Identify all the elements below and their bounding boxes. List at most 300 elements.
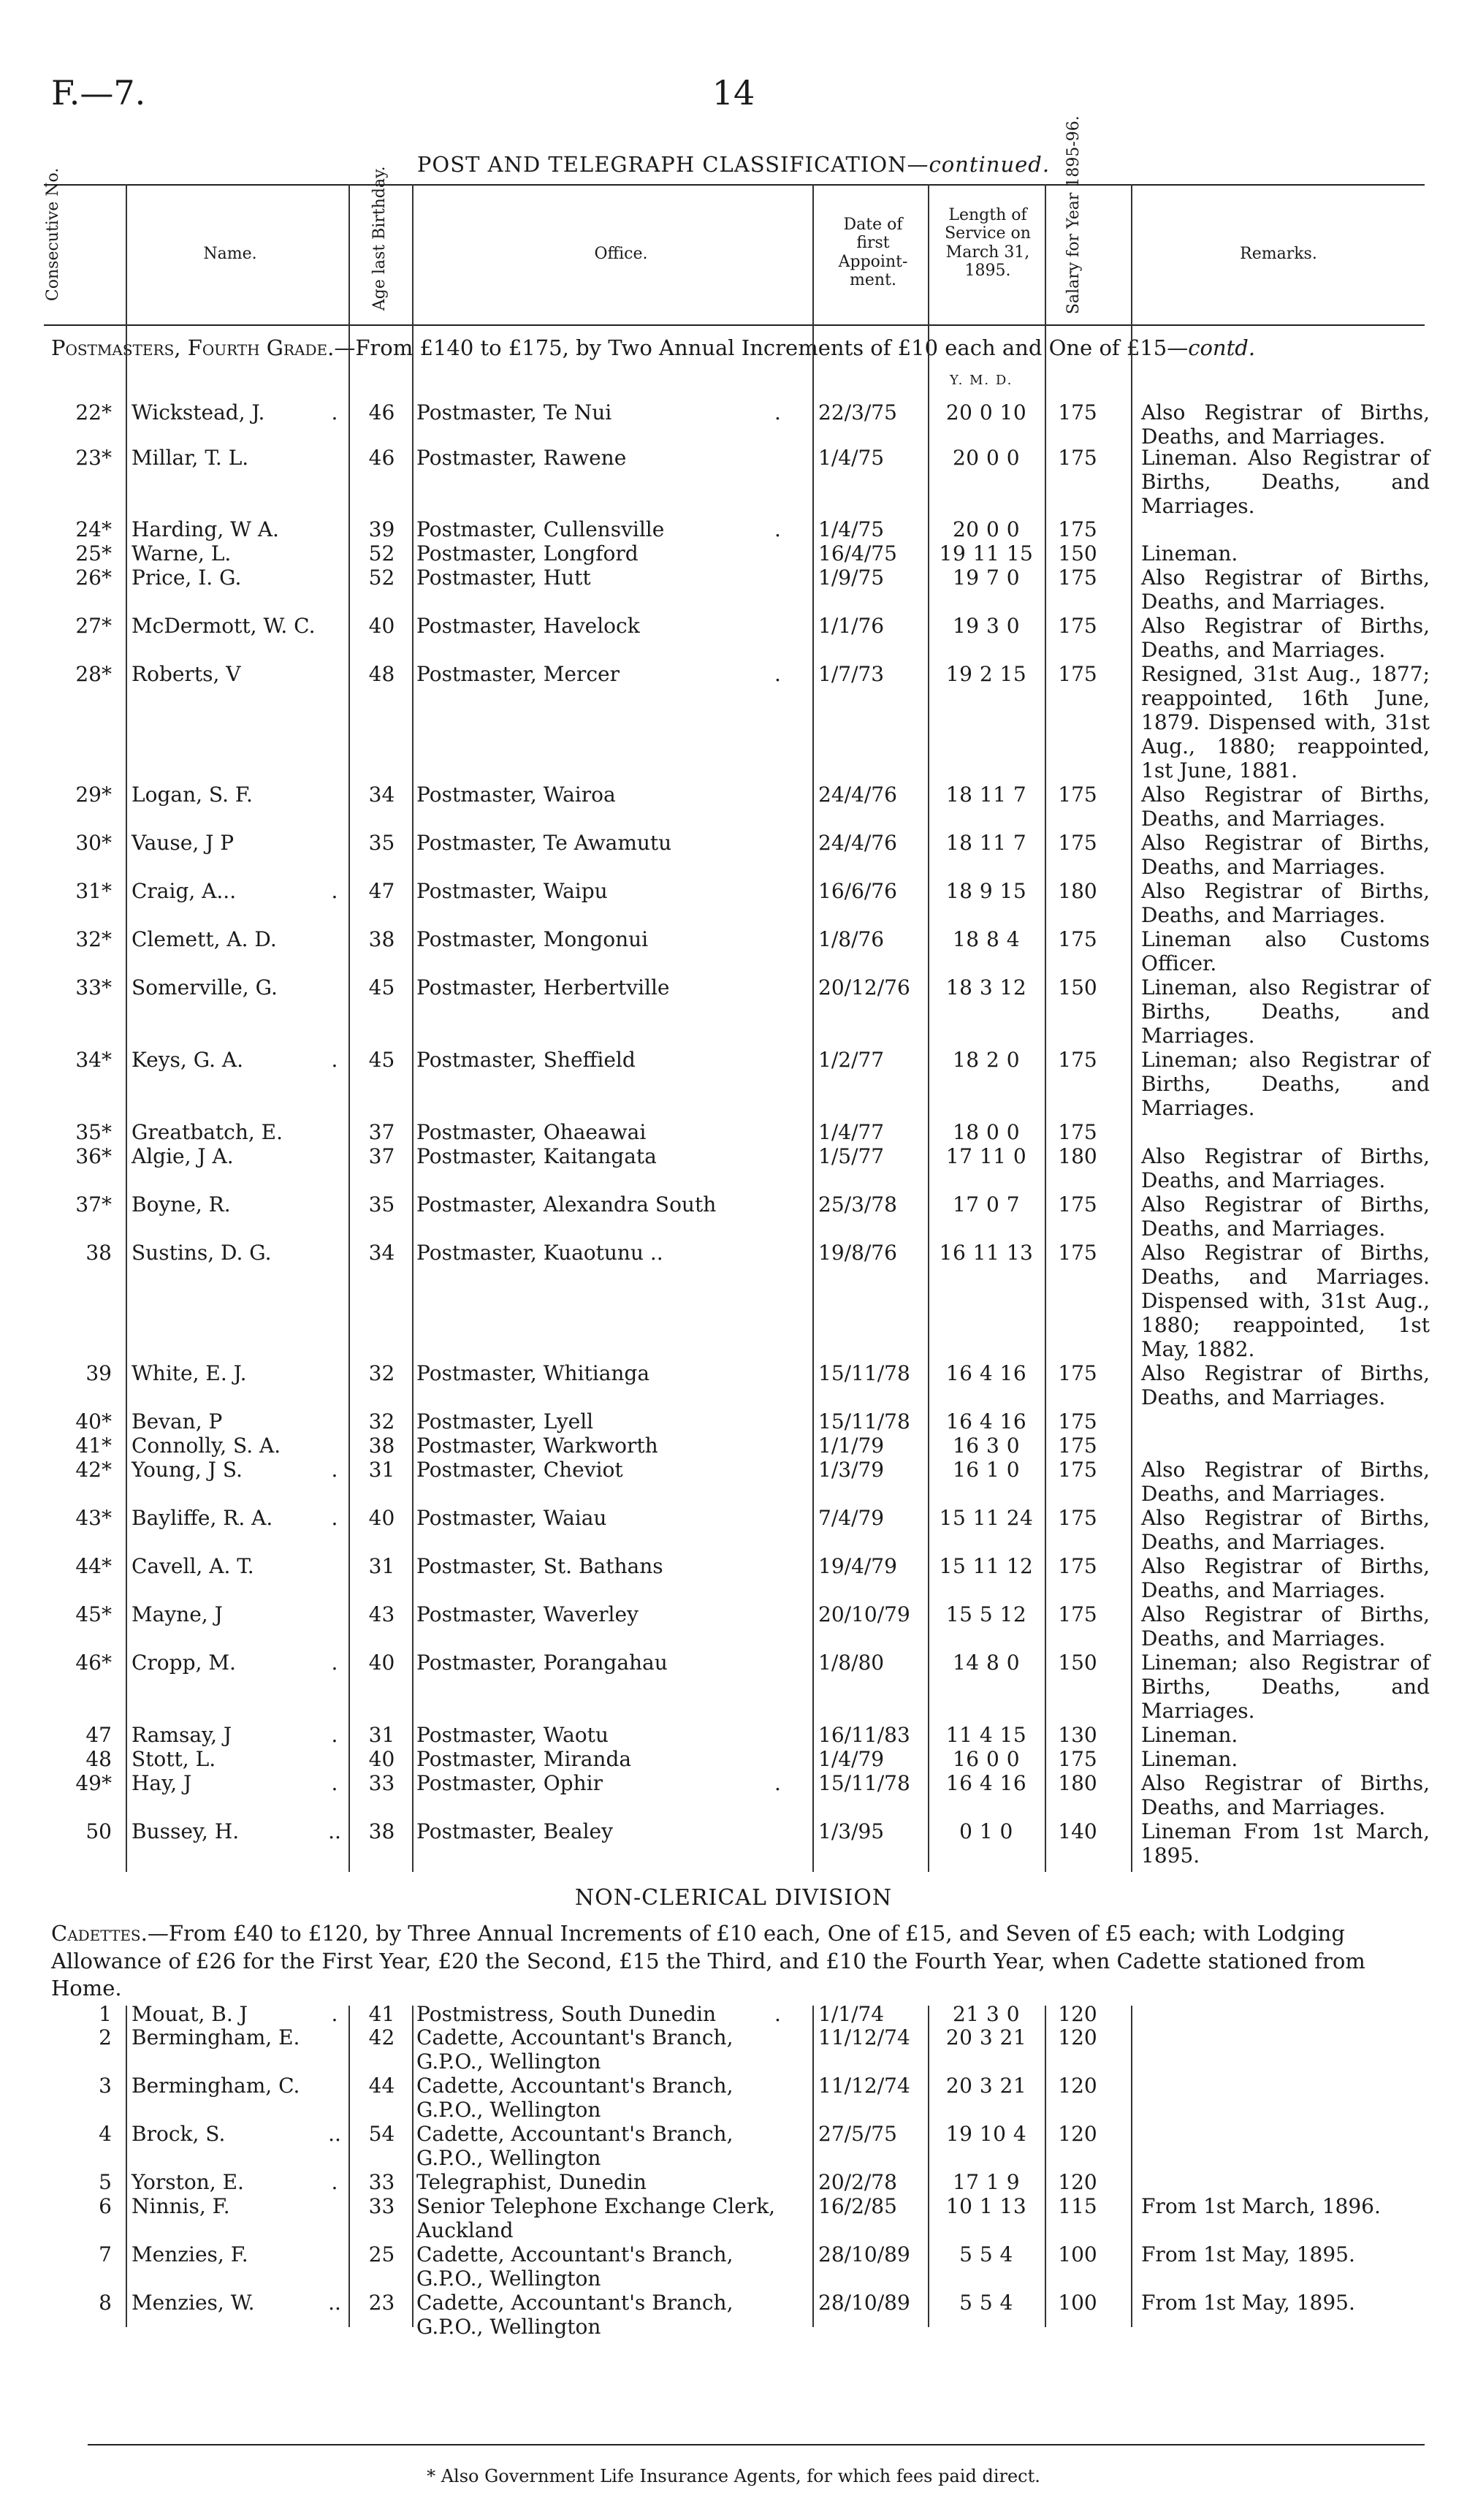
row-remarks: Also Registrar of Births, Deaths, and Marriages.: [1141, 1771, 1430, 1819]
row-length: 14 8 0: [952, 1651, 1021, 1675]
row-office: Postmaster, Havelock: [416, 614, 640, 638]
col-name-header: Name.: [203, 245, 257, 263]
row-number: 35*: [75, 1120, 112, 1144]
row-name: Menzies, W.: [132, 2291, 255, 2315]
row-office: Postmaster, Te Awamutu: [416, 831, 672, 855]
row-office: Postmaster, Waipu: [416, 879, 608, 903]
row-name: Ninnis, F.: [132, 2194, 230, 2218]
row-office: Postmaster, Hutt: [416, 566, 591, 590]
row-remarks: Also Registrar of Births, Deaths, and Marriages.: [1141, 783, 1430, 831]
row-office: Telegraphist, Dunedin: [416, 2170, 647, 2194]
row-office: Postmistress, South Dunedin: [416, 2002, 717, 2026]
row-name: Yorston, E.: [132, 2170, 244, 2194]
row-remarks: Lineman, also Registrar of Births, Deaths, and Marriages.: [1141, 975, 1430, 1048]
row-length: 16 3 0: [952, 1434, 1021, 1458]
row-salary: 150: [1058, 541, 1097, 566]
row-office: Postmaster, Mercer: [416, 662, 620, 686]
row-office: Postmaster, Mongonui: [416, 927, 649, 951]
row-salary: 175: [1058, 1409, 1097, 1434]
row-age: 38: [368, 1434, 395, 1458]
row-remarks: Lineman. Also Registrar of Births, Deaths, and Marriages.: [1141, 446, 1430, 518]
col-salary-header: Salary for Year 1895-96.: [1064, 115, 1083, 315]
row-date: 24/4/76: [818, 783, 897, 807]
row-length: 15 5 12: [945, 1602, 1027, 1626]
row-remarks: Also Registrar of Births, Deaths, and Marriages.: [1141, 614, 1430, 662]
row-name: Bevan, P: [132, 1409, 223, 1434]
row-age: 31: [368, 1458, 395, 1482]
row-date: 1/8/80: [818, 1651, 885, 1675]
row-age: 23: [368, 2291, 395, 2315]
row-age: 44: [368, 2074, 395, 2098]
row-date: 20/12/76: [818, 975, 910, 1000]
col-date-header: Date of first Appoint-ment.: [838, 216, 908, 289]
row-number: 44*: [75, 1554, 112, 1578]
row-length: 20 3 21: [945, 2074, 1027, 2098]
row-age: 52: [368, 541, 395, 566]
row-age: 38: [368, 927, 395, 951]
col-rule: [412, 184, 414, 1872]
row-number: 31*: [75, 879, 112, 903]
row-length: 19 2 15: [945, 662, 1027, 686]
row-remarks: Also Registrar of Births, Deaths, and Marriages.: [1141, 1554, 1430, 1602]
row-date: 1/8/76: [818, 927, 885, 951]
row-number: 2: [99, 2025, 112, 2049]
row-office: Postmaster, Wairoa: [416, 783, 616, 807]
col-rule: [348, 184, 350, 1872]
row-salary: 175: [1058, 831, 1097, 855]
row-age: 48: [368, 662, 395, 686]
row-date: 19/8/76: [818, 1241, 897, 1265]
row-age: 45: [368, 1048, 395, 1072]
row-length: 19 11 15: [939, 541, 1034, 566]
row-leader: ..: [328, 1819, 341, 1843]
row-age: 25: [368, 2242, 395, 2266]
row-number: 40*: [75, 1409, 112, 1434]
row-name: Vause, J P: [132, 831, 235, 855]
row-name: Stott, L.: [132, 1747, 216, 1771]
row-name: Craig, A...: [132, 879, 237, 903]
row-date: 1/9/75: [818, 566, 885, 590]
row-number: 1: [99, 2002, 112, 2026]
row-number: 45*: [75, 1602, 112, 1626]
row-salary: 120: [1058, 2122, 1097, 2146]
row-date: 16/4/75: [818, 541, 897, 566]
row-number: 37*: [75, 1192, 112, 1217]
row-name: Bussey, H.: [132, 1819, 240, 1843]
row-remarks: From 1st May, 1895.: [1141, 2242, 1355, 2266]
footnote: * Also Government Life Insurance Agents, for which fees paid direct.: [427, 2466, 1040, 2486]
row-number: 48: [85, 1747, 112, 1771]
row-salary: 175: [1058, 1120, 1097, 1144]
row-leader: .: [331, 400, 338, 425]
row-salary: 175: [1058, 1361, 1097, 1385]
row-name: Hay, J: [132, 1771, 192, 1795]
row-length: 20 0 10: [945, 400, 1027, 425]
row-length: 0 1 0: [959, 1819, 1013, 1843]
row-salary: 100: [1058, 2242, 1097, 2266]
row-office: Postmaster, Rawene: [416, 446, 627, 470]
row-length: 18 9 15: [945, 879, 1027, 903]
row-date: 1/4/79: [818, 1747, 885, 1771]
row-date: 1/3/79: [818, 1458, 885, 1482]
row-office: Postmaster, Porangahau: [416, 1651, 668, 1675]
col-rule: [126, 2006, 127, 2327]
row-salary: 140: [1058, 1819, 1097, 1843]
row-age: 43: [368, 1602, 395, 1626]
row-number: 39: [85, 1361, 112, 1385]
row-office-leader: .: [774, 2002, 781, 2026]
row-age: 35: [368, 1192, 395, 1217]
section-postmasters-heading: Postmasters, Fourth Grade.—From £140 to £175, by Two Annual Increments of £10 each and One of £15—contd.: [51, 335, 1256, 360]
row-number: 26*: [75, 566, 112, 590]
row-office-leader: .: [774, 517, 781, 541]
row-salary: 175: [1058, 783, 1097, 807]
row-date: 1/4/75: [818, 446, 885, 470]
col-age-header: Age last Birthday.: [370, 166, 389, 311]
row-office: Postmaster, Ohaeawai: [416, 1120, 647, 1144]
row-length: 17 0 7: [952, 1192, 1021, 1217]
row-salary: 175: [1058, 662, 1097, 686]
row-number: 28*: [75, 662, 112, 686]
row-name: Price, I. G.: [132, 566, 242, 590]
row-office: Postmaster, Kuaotunu ..: [416, 1241, 663, 1265]
row-office: Postmaster, Warkworth: [416, 1434, 658, 1458]
col-rule: [1045, 184, 1046, 1872]
row-age: 40: [368, 1506, 395, 1530]
row-remarks: Lineman.: [1141, 1723, 1238, 1747]
row-date: 16/11/83: [818, 1723, 910, 1747]
row-length: 19 10 4: [945, 2122, 1027, 2146]
row-length: 15 11 12: [939, 1554, 1034, 1578]
row-office: Cadette, Accountant's Branch, G.P.O., Wellington: [416, 2291, 734, 2339]
row-salary: 175: [1058, 1241, 1097, 1265]
row-office: Cadette, Accountant's Branch, G.P.O., Wellington: [416, 2025, 734, 2074]
row-age: 33: [368, 2170, 395, 2194]
row-age: 45: [368, 975, 395, 1000]
row-salary: 175: [1058, 1554, 1097, 1578]
row-age: 34: [368, 1241, 395, 1265]
row-name: Algie, J A.: [132, 1144, 234, 1168]
row-name: Brock, S.: [132, 2122, 226, 2146]
row-length: 18 8 4: [952, 927, 1021, 951]
row-number: 47: [85, 1723, 112, 1747]
row-remarks: Also Registrar of Births, Deaths, and Marriages.: [1141, 566, 1430, 614]
row-salary: 175: [1058, 927, 1097, 951]
row-salary: 175: [1058, 400, 1097, 425]
division-title: NON-CLERICAL DIVISION: [574, 1885, 893, 1911]
row-age: 32: [368, 1409, 395, 1434]
row-salary: 175: [1058, 517, 1097, 541]
row-number: 38: [85, 1241, 112, 1265]
row-age: 46: [368, 400, 395, 425]
row-date: 28/10/89: [818, 2291, 910, 2315]
row-office: Cadette, Accountant's Branch, G.P.O., Wellington: [416, 2074, 734, 2122]
row-salary: 175: [1058, 1602, 1097, 1626]
row-salary: 180: [1058, 879, 1097, 903]
row-name: Cropp, M.: [132, 1651, 236, 1675]
row-age: 41: [368, 2002, 395, 2026]
row-length: 19 3 0: [952, 614, 1021, 638]
row-age: 39: [368, 517, 395, 541]
row-salary: 130: [1058, 1723, 1097, 1747]
row-remarks: Lineman also Customs Officer.: [1141, 927, 1430, 975]
col-rule: [348, 2006, 350, 2327]
row-number: 24*: [75, 517, 112, 541]
row-office: Postmaster, Ophir: [416, 1771, 603, 1795]
row-remarks: Lineman; also Registrar of Births, Deaths, and Marriages.: [1141, 1048, 1430, 1120]
row-name: Logan, S. F.: [132, 783, 253, 807]
row-salary: 120: [1058, 2002, 1097, 2026]
row-length: 16 4 16: [945, 1409, 1027, 1434]
row-number: 41*: [75, 1434, 112, 1458]
row-number: 22*: [75, 400, 112, 425]
row-leader: .: [331, 1506, 338, 1530]
row-office: Postmaster, Alexandra South: [416, 1192, 717, 1217]
row-remarks: Lineman.: [1141, 541, 1238, 566]
row-name: Young, J S.: [132, 1458, 243, 1482]
col-rule: [812, 184, 814, 1872]
row-date: 22/3/75: [818, 400, 897, 425]
row-salary: 120: [1058, 2025, 1097, 2049]
row-age: 32: [368, 1361, 395, 1385]
row-age: 33: [368, 2194, 395, 2218]
row-office: Cadette, Accountant's Branch, G.P.O., Wellington: [416, 2242, 734, 2291]
row-remarks: Also Registrar of Births, Deaths, and Marriages.: [1141, 400, 1430, 449]
row-remarks: Also Registrar of Births, Deaths, and Marriages.: [1141, 1144, 1430, 1192]
row-office: Postmaster, Waiau: [416, 1506, 607, 1530]
row-name: Bermingham, C.: [132, 2074, 300, 2098]
row-remarks: Also Registrar of Births, Deaths, and Marriages.: [1141, 1506, 1430, 1554]
col-rule: [928, 2006, 929, 2327]
page-number: 14: [712, 73, 755, 113]
row-name: Cavell, A. T.: [132, 1554, 254, 1578]
section-cadettes-heading: Cadettes.—From £40 to £120, by Three Annual Increments of £10 each, One of £15, and Seven of £5 each; with Lodging Allowance of £26 for the First Year, £20 the Second, £15 the Third, and £10 the Fourth Year, when Cadette stationed from Home.: [51, 1921, 1365, 2001]
row-length: 15 11 24: [939, 1506, 1034, 1530]
row-salary: 115: [1058, 2194, 1097, 2218]
row-office: Postmaster, Herbertville: [416, 975, 670, 1000]
row-leader: ..: [328, 2122, 341, 2146]
row-age: 37: [368, 1144, 395, 1168]
row-salary: 175: [1058, 1458, 1097, 1482]
row-name: Sustins, D. G.: [132, 1241, 272, 1265]
col-rule: [1131, 2006, 1132, 2327]
row-name: Millar, T. L.: [132, 446, 249, 470]
row-date: 25/3/78: [818, 1192, 897, 1217]
row-age: 42: [368, 2025, 395, 2049]
row-number: 27*: [75, 614, 112, 638]
row-salary: 175: [1058, 446, 1097, 470]
row-age: 46: [368, 446, 395, 470]
page-title: POST AND TELEGRAPH CLASSIFICATION—continued.: [416, 152, 1051, 177]
row-name: Connolly, S. A.: [132, 1434, 281, 1458]
col-office-header: Office.: [594, 245, 648, 263]
row-salary: 175: [1058, 1434, 1097, 1458]
row-length: 18 0 0: [952, 1120, 1021, 1144]
row-name: McDermott, W. C.: [132, 614, 316, 638]
row-leader: .: [331, 1048, 338, 1072]
row-number: 50: [85, 1819, 112, 1843]
row-office: Postmaster, Miranda: [416, 1747, 632, 1771]
col-length-header: Length of Service on March 31, 1895.: [945, 206, 1031, 280]
row-date: 1/3/95: [818, 1819, 885, 1843]
row-date: 28/10/89: [818, 2242, 910, 2266]
col-rule: [812, 2006, 814, 2327]
row-length: 5 5 4: [959, 2291, 1013, 2315]
row-remarks: Also Registrar of Births, Deaths, and Marriages. Dispensed with, 31st Aug., 1880; reappointed, 1st May, 1882.: [1141, 1241, 1430, 1361]
row-salary: 150: [1058, 1651, 1097, 1675]
row-length: 21 3 0: [952, 2002, 1021, 2026]
header-top-rule: [44, 184, 1425, 186]
row-age: 54: [368, 2122, 395, 2146]
row-length: 20 3 21: [945, 2025, 1027, 2049]
row-leader: .: [331, 879, 338, 903]
row-name: Greatbatch, E.: [132, 1120, 283, 1144]
row-number: 32*: [75, 927, 112, 951]
row-name: Clemett, A. D.: [132, 927, 277, 951]
row-office: Postmaster, Kaitangata: [416, 1144, 657, 1168]
row-office-leader: .: [774, 662, 781, 686]
col-rule: [1045, 2006, 1046, 2327]
row-salary: 150: [1058, 975, 1097, 1000]
row-number: 4: [99, 2122, 112, 2146]
row-remarks: Also Registrar of Births, Deaths, and Marriages.: [1141, 831, 1430, 879]
row-name: White, E. J.: [132, 1361, 247, 1385]
row-remarks: Lineman.: [1141, 1747, 1238, 1771]
row-leader: .: [331, 2170, 338, 2194]
row-name: Keys, G. A.: [132, 1048, 244, 1072]
row-date: 16/2/85: [818, 2194, 897, 2218]
row-name: Harding, W A.: [132, 517, 279, 541]
row-length: 16 1 0: [952, 1458, 1021, 1482]
row-age: 35: [368, 831, 395, 855]
row-age: 31: [368, 1554, 395, 1578]
row-office: Postmaster, Bealey: [416, 1819, 613, 1843]
row-salary: 175: [1058, 566, 1097, 590]
row-number: 43*: [75, 1506, 112, 1530]
row-salary: 175: [1058, 1506, 1097, 1530]
row-office: Postmaster, St. Bathans: [416, 1554, 663, 1578]
row-office: Cadette, Accountant's Branch, G.P.O., Wellington: [416, 2122, 734, 2170]
row-length: 16 0 0: [952, 1747, 1021, 1771]
row-leader: ..: [328, 2291, 341, 2315]
row-length: 16 4 16: [945, 1361, 1027, 1385]
row-office: Postmaster, Whitianga: [416, 1361, 650, 1385]
row-office: Postmaster, Waverley: [416, 1602, 639, 1626]
row-length: 18 11 7: [945, 783, 1027, 807]
row-length: 20 0 0: [952, 446, 1021, 470]
row-salary: 180: [1058, 1771, 1097, 1795]
table-bottom-rule: [88, 2444, 1425, 2445]
row-date: 11/12/74: [818, 2025, 910, 2049]
row-office: Postmaster, Te Nui: [416, 400, 612, 425]
row-salary: 100: [1058, 2291, 1097, 2315]
row-age: 38: [368, 1819, 395, 1843]
row-length: 10 1 13: [945, 2194, 1027, 2218]
row-length: 17 11 0: [945, 1144, 1027, 1168]
row-name: Mouat, B. J: [132, 2002, 248, 2026]
row-length: 18 3 12: [945, 975, 1027, 1000]
row-number: 29*: [75, 783, 112, 807]
row-remarks: From 1st May, 1895.: [1141, 2291, 1355, 2315]
row-number: 5: [99, 2170, 112, 2194]
row-date: 1/1/76: [818, 614, 885, 638]
row-name: Roberts, V: [132, 662, 241, 686]
row-salary: 180: [1058, 1144, 1097, 1168]
row-date: 27/5/75: [818, 2122, 897, 2146]
row-office: Postmaster, Cheviot: [416, 1458, 623, 1482]
row-leader: .: [331, 2002, 338, 2026]
row-name: Bermingham, E.: [132, 2025, 300, 2049]
row-remarks: Lineman From 1st March, 1895.: [1141, 1819, 1430, 1868]
page-header-left: F.—7.: [51, 73, 146, 113]
row-remarks: Also Registrar of Births, Deaths, and Marriages.: [1141, 1458, 1430, 1506]
row-salary: 175: [1058, 614, 1097, 638]
row-office-leader: .: [774, 1771, 781, 1795]
row-length: 18 2 0: [952, 1048, 1021, 1072]
row-leader: .: [331, 1651, 338, 1675]
row-office-leader: .: [774, 400, 781, 425]
row-date: 15/11/78: [818, 1771, 910, 1795]
row-number: 8: [99, 2291, 112, 2315]
ymd-label: Y. M. D.: [950, 373, 1013, 388]
row-number: 7: [99, 2242, 112, 2266]
row-number: 34*: [75, 1048, 112, 1072]
row-leader: .: [331, 1771, 338, 1795]
row-leader: .: [331, 1723, 338, 1747]
row-length: 11 4 15: [945, 1723, 1027, 1747]
row-remarks: From 1st March, 1896.: [1141, 2194, 1381, 2218]
row-number: 49*: [75, 1771, 112, 1795]
header-bottom-rule: [44, 324, 1425, 326]
row-date: 7/4/79: [818, 1506, 885, 1530]
row-length: 20 0 0: [952, 517, 1021, 541]
row-length: 19 7 0: [952, 566, 1021, 590]
col-rule: [928, 184, 929, 1872]
row-date: 11/12/74: [818, 2074, 910, 2098]
row-number: 33*: [75, 975, 112, 1000]
row-date: 1/1/79: [818, 1434, 885, 1458]
row-salary: 175: [1058, 1192, 1097, 1217]
row-remarks: Resigned, 31st Aug., 1877; reappointed, 16th June, 1879. Dispensed with, 31st Aug., 1880; reappointed, 1st June, 1881.: [1141, 662, 1430, 783]
row-salary: 120: [1058, 2170, 1097, 2194]
row-name: Warne, L.: [132, 541, 232, 566]
row-name: Bayliffe, R. A.: [132, 1506, 273, 1530]
row-age: 47: [368, 879, 395, 903]
row-name: Ramsay, J: [132, 1723, 232, 1747]
row-date: 1/2/77: [818, 1048, 885, 1072]
row-number: 6: [99, 2194, 112, 2218]
row-name: Boyne, R.: [132, 1192, 231, 1217]
row-date: 1/4/77: [818, 1120, 885, 1144]
col-rule: [126, 184, 127, 1872]
row-length: 5 5 4: [959, 2242, 1013, 2266]
col-no-header: Consecutive No.: [43, 167, 62, 302]
row-number: 46*: [75, 1651, 112, 1675]
row-remarks: Lineman; also Registrar of Births, Deaths, and Marriages.: [1141, 1651, 1430, 1723]
row-office: Postmaster, Lyell: [416, 1409, 594, 1434]
col-remarks-header: Remarks.: [1240, 245, 1317, 263]
row-salary: 175: [1058, 1747, 1097, 1771]
row-number: 25*: [75, 541, 112, 566]
row-age: 34: [368, 783, 395, 807]
row-name: Wickstead, J.: [132, 400, 265, 425]
row-office: Postmaster, Sheffield: [416, 1048, 636, 1072]
row-leader: .: [331, 1458, 338, 1482]
row-length: 16 11 13: [939, 1241, 1034, 1265]
row-number: 3: [99, 2074, 112, 2098]
row-age: 31: [368, 1723, 395, 1747]
row-date: 1/5/77: [818, 1144, 885, 1168]
